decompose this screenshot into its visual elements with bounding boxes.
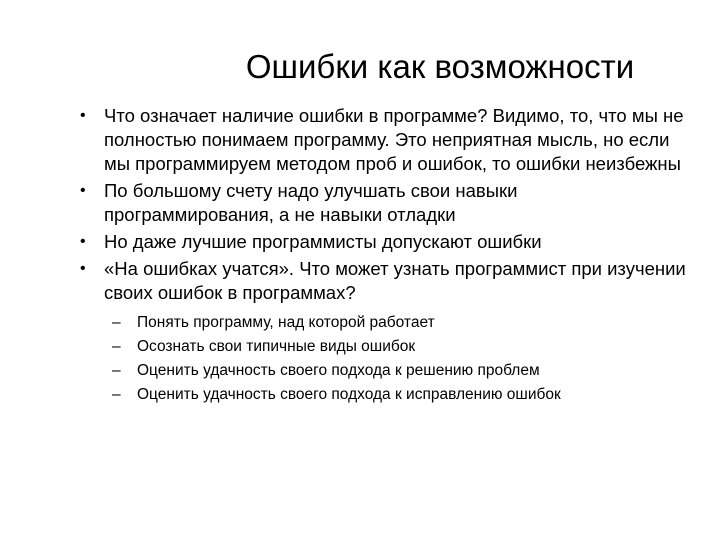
bullet-marker: • <box>80 260 86 277</box>
sub-bullet-item <box>104 311 688 335</box>
bullet-list <box>78 104 688 410</box>
bullet-marker: • <box>80 107 86 124</box>
sub-bullet-list <box>104 311 688 407</box>
bullet-item <box>78 104 688 176</box>
sub-bullet-marker: – <box>112 362 121 379</box>
bullet-text: «На ошибках учатся». Что может узнать программист при изучении своих ошибок в программах? <box>104 258 686 303</box>
bullet-item <box>78 230 688 254</box>
sub-bullet-text: Оценить удачность своего подхода к решению проблем <box>137 362 540 379</box>
sub-bullet-marker: – <box>112 314 121 331</box>
bullet-marker: • <box>80 182 86 199</box>
bullet-item <box>78 257 688 407</box>
bullet-text: Что означает наличие ошибки в программе? Видимо, то, что мы не полностью понимаем программу. Это неприятная мысль, но если мы программируем методом проб и ошибок, то ошибки неизбежны <box>104 105 684 174</box>
slide-title: Ошибки как возможности <box>245 48 635 85</box>
sub-bullet-marker: – <box>112 338 121 355</box>
bullet-text: По большому счету надо улучшать свои навыки программирования, а не навыки отладки <box>104 180 518 225</box>
sub-bullet-marker: – <box>112 386 121 403</box>
sub-bullet-item <box>104 383 688 407</box>
sub-bullet-item <box>104 335 688 359</box>
sub-bullet-text: Оценить удачность своего подхода к исправлению ошибок <box>137 386 561 403</box>
sub-bullet-text: Понять программу, над которой работает <box>137 314 435 331</box>
bullet-item <box>78 179 688 227</box>
sub-bullet-item <box>104 359 688 383</box>
sub-bullet-text: Осознать свои типичные виды ошибок <box>137 338 416 355</box>
bullet-text: Но даже лучшие программисты допускают ошибки <box>104 231 542 252</box>
bullet-marker: • <box>80 233 86 250</box>
